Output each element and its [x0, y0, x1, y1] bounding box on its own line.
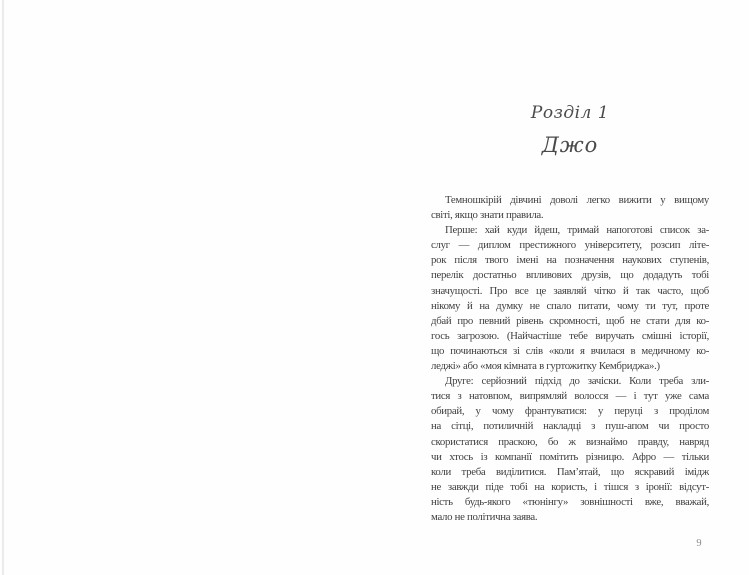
body-text-line: леджі» або «моя кімната в гуртожитку Кембриджа».) [431, 360, 660, 373]
body-text-line: перелік достатньо впливових друзів, що додадуть тобі [431, 269, 709, 282]
body-text-line: Темношкірій дівчині доволі легко вижити у вищому [445, 194, 709, 206]
body-text-line: нікому й на думку не спало питати, чому ти тут, проте [431, 299, 709, 312]
body-text-line: гось загрозою. (Найчастіше тебе виручать смішні історії, [431, 329, 709, 342]
body-text-line: не завжди піде тобі на користь, і тішся з іронії: відсут- [431, 480, 709, 493]
body-text-line: чи хтось із компанії помітить різницю. Афро — тільки [431, 450, 709, 463]
body-text-line: слуг — диплом престижного університету, розсип літе- [431, 239, 709, 252]
body-text-line: що починаються зі слів «коли я вчилася в медичному ко- [431, 344, 709, 357]
chapter-heading [431, 103, 709, 157]
body-text-line: тися з натовпом, випрямляй волосся — і тут уже сама [431, 390, 709, 403]
chapter-number: Розділ 1 [530, 103, 610, 123]
chapter-title: Джо [541, 133, 599, 157]
body-text-line: рок після твого імені на позначення наукових ступенів, [431, 254, 709, 267]
page-number: 9 [696, 538, 702, 549]
body-text [431, 193, 709, 525]
body-text-line: скористатися праскою, бо ж визнаймо правду, навряд [431, 435, 709, 448]
body-text-line: мало не політична заява. [431, 510, 538, 523]
body-text-line: дбай про певний рівень скромності, щоб не стати для ко- [431, 314, 709, 327]
body-text-line: Перше: хай куди йдеш, тримай напоготові список за- [445, 224, 709, 237]
body-text-line: Друге: серйозний підхід до зачіски. Коли треба зли- [445, 375, 709, 388]
body-text-line: на сітці, потиличній накладці з пуш-апом чи просто [431, 420, 709, 433]
body-text-line: обирай, у чому франтуватися: у перуці з проділом [431, 405, 709, 418]
body-text-line: ність будь-якого «тюнінгу» зовнішності вже, вважай, [431, 495, 709, 508]
body-text-line: значущості. Про все це заявляй чітко й так часто, щоб [431, 284, 709, 297]
page-scan-edge [2, 0, 4, 575]
body-text-line: світі, якщо знати правила. [431, 209, 544, 222]
body-text-line: коли треба виділитися. Пам’ятай, що яскравий імідж [431, 465, 709, 478]
